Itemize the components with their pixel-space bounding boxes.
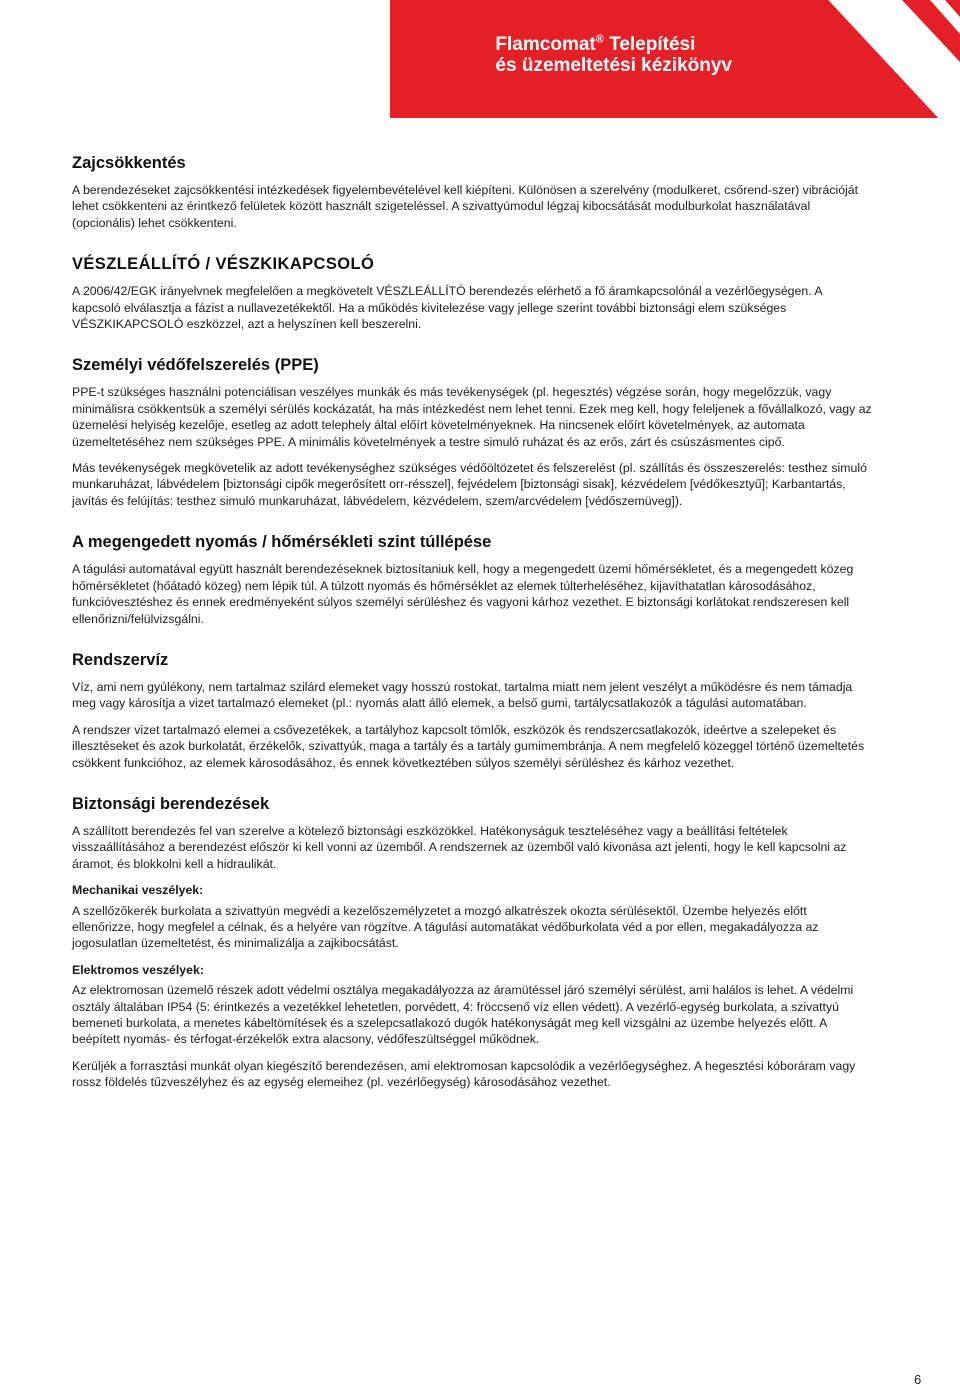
section-paragraph: A berendezéseket zajcsökkentési intézkedések figyelembevételével kell kiépíteni. Különösen a szerelvény (modulkeret, csőrend-szer) vibrációját lehet csökkenteni az érintkező felületek között használt szigeteléssel. A szivattyúmodul légzaj kibocsátását modulburkolat használatával (opcionális) lehet csökkenteni. bbox=[72, 183, 859, 230]
page-header bbox=[0, 0, 960, 120]
document-title bbox=[495, 34, 732, 76]
section-heading-ppe: Személyi védőfelszerelés (PPE) bbox=[72, 356, 319, 375]
document-title-line1: Flamcomat® Telepítési bbox=[495, 33, 696, 55]
section-paragraph: A 2006/42/EGK irányelvnek megfelelően a megkövetelt VÉSZLEÁLLÍTÓ berendezés elérhető a fő áramkapcsolónál a vezérlőegységen. A kapcsoló elválasztja a fázist a nullavezetékektől. Ha a működés kivitelezése vagy jellege szerint további biztonsági elem szükséges VÉSZKIKAPCSOLÓ eszközzel, azt a helyszínen kell beszerelni. bbox=[72, 284, 822, 332]
section-paragraph: A szállított berendezés fel van szerelve a kötelező biztonsági eszközökkel. Hatékonyságuk teszteléséhez vagy a beállítási feltételek visszaállításához a berendezést először ki kell vonni az üzemből. A rendszernek az üzemből való kivonása azt jelenti, hogy le kell kapcsolni az áramot, és blokkolni kell a hidraulikát. bbox=[72, 823, 847, 871]
section-heading-noise: Zajcsökkentés bbox=[72, 154, 186, 172]
section-paragraph: A szellőzőkerék burkolata a szivattyún megvédi a kezelőszemélyzetet a mozgó alkatrészek okozta sérülésektől. Üzembe helyezés előtt ellenőrizze, hogy megfelel a célnak, és a helyére van rögzítve. A tágulási automatákat védőburkolata véd a por ellen, megakadályozza az jogosulatlan üzemeltetést, és minimalizálja a zajkibocsátást. bbox=[72, 903, 819, 951]
page-number: 6 bbox=[914, 1372, 922, 1387]
section-paragraph: A rendszer vizet tartalmazó elemei a csővezetékek, a tartályhoz kapcsolt tömlők, eszközök és rendszercsatlakozók, ideértve a szelepeket és illesztéseket és azok burkolatát, érzékelők, szivattyúk, maga a tartály és a tartály gumimembránja. A nem megfelelő közeggel történő üzemeltetés csökkent funkcióhoz, az elemek károsodásához, és ennek következtében súlyos személyi sérüléshez és kárhoz vezethet. bbox=[72, 722, 865, 770]
subheading-mechanical-hazards: Mechanikai veszélyek: bbox=[72, 883, 204, 898]
document-title-line2: és üzemeltetési kézikönyv bbox=[495, 55, 732, 76]
section-paragraph: Az elektromosan üzemelő részek adott védelmi osztálya megakadályozza az áramütéssel járó személyi sérülést, ami halálos is lehet. A védelmi osztály általában IP54 (5: érintkezés a vezetékkel lehetetlen, porvédett, 4: fröccsenő víz ellen védett). A vezérlő-egység burkolata, a szivattyú bemeneti burkolata, a menetes kábeltömítések és a szelepcsatlakozó dugók hatékonyságát meg kell vizsgálni az üzembe helyezés előtt. A beépített nyomás- és térfogat-érzékelők extra alacsony, védőfeszültséggel működnek. bbox=[72, 983, 854, 1047]
main-content bbox=[72, 152, 872, 1091]
section-paragraph: Víz, ami nem gyúlékony, nem tartalmaz szilárd elemeket vagy hosszú rostokat, tartalma miatt nem jelent veszélyt a működésre és nem támadja meg vagy károsítja a vizet tartalmazó elemeket (pl.: nyomás alatt álló elemek, a belső gumi, tartálycsatlakozók a tágulási automatában. bbox=[72, 679, 853, 711]
section-heading-safety-devices: Biztonsági berendezések bbox=[72, 794, 270, 813]
section-heading-system-water: Rendszervíz bbox=[72, 650, 169, 669]
section-paragraph: PPE-t szükséges használni potenciálisan veszélyes munkák és más tevékenységek (pl. hegesztés) végzése során, hogy megelőzzük, vagy minimálisra csökkentsük a személyi sérülés kockázatát, ha más intézkedést nem lehet tenni. Ezek meg kell, hogy feleljenek a fővállalkozó, vagy az üzemelési helyiség kezelője, esetleg az adott telephely által előírt követelményeknek. Ha nincsenek előírt követelmények, az automata üzemeltetéséhez nem szükséges PPE. A minimális követelmények a testre simuló ruházat és az erős, zárt és csúszásmentes cipő. bbox=[72, 385, 872, 449]
section-paragraph: A tágulási automatával együtt használt berendezéseknek biztosítaniuk kell, hogy a megengedett üzemi hőmérsékletet, és a megengedett közeg hőmérsékletet (hőátadó közeg) nem lépik túl. A túlzott nyomás és hőmérséklet az elemek túlterheléséhez, kijavíthatatlan károsodásához, funkcióvesztéshez és ennek eredményeként súlyos személyi sérüléshez és vagyoni kárhoz vezethet. E biztonsági korlátokat rendszeresen kell ellenőrizni/felülvizsgálni. bbox=[72, 562, 854, 626]
section-paragraph: Más tevékenységek megkövetelik az adott tevékenységhez szükséges védőöltözetet és felszerelést (pl. szállítás és összeszerelés: testhez simuló munkaruházat, lábvédelem [biztonsági cipők megerősített orr-résszel], fejvédelem [biztonsági sisak], kézvédelem [védőkesztyű]; Karbantartás, javítás és felújítás: testhez simuló munkaruházat, lábvédelem, kézvédelem, szem/arcvédelem [védőszemüveg]). bbox=[72, 461, 867, 508]
section-heading-emergency-stop: VÉSZLEÁLLÍTÓ / VÉSZKIKAPCSOLÓ bbox=[72, 255, 375, 274]
subheading-electrical-hazards: Elektromos veszélyek: bbox=[72, 962, 204, 977]
section-heading-pressure-temperature: A megengedett nyomás / hőmérsékleti szint túllépése bbox=[72, 533, 492, 552]
section-paragraph: Kerüljék a forrasztási munkát olyan kiegészítő berendezésen, ami elektromosan kapcsolódik a vezérlőegységhez. A hegesztési kóboráram vagy rossz földelés tűzveszélyhez és az egység elemeihez (pl. vezérlőegység) károsodásához vezethet. bbox=[72, 1058, 856, 1090]
header-mask bbox=[0, 0, 960, 138]
